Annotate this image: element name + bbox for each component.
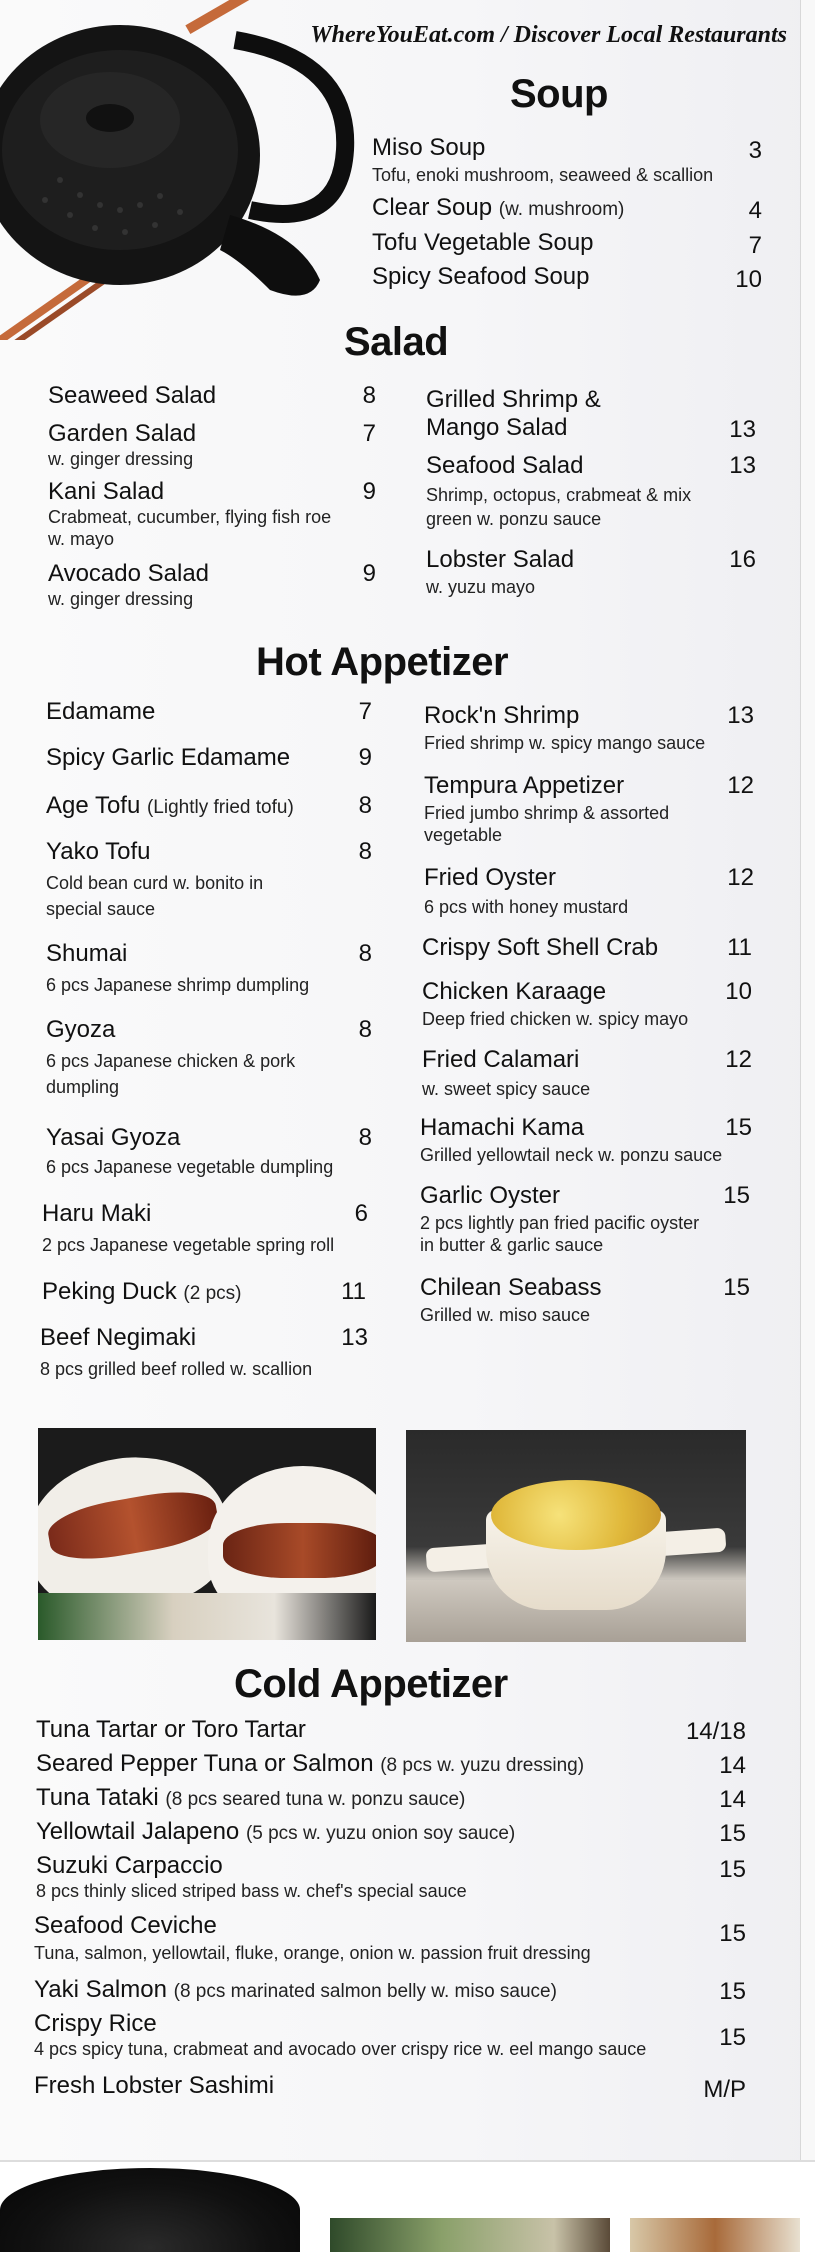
menu-item (420, 1274, 750, 1326)
menu-item (36, 1784, 746, 1814)
menu-item (34, 1912, 746, 1964)
item-name: Clear Soup (372, 194, 493, 221)
food-photo (630, 2218, 800, 2252)
section-title-soup: Soup (510, 72, 608, 116)
item-desc: w. sweet spicy sauce (422, 1079, 591, 1099)
menu-item (46, 1016, 372, 1098)
menu-item (46, 838, 372, 920)
item-price: 15 (719, 1978, 746, 2005)
item-desc: Grilled w. miso sauce (420, 1305, 591, 1325)
item-desc: 6 pcs with honey mustard (424, 897, 629, 917)
item-desc: w. mayo (48, 529, 115, 549)
item-price: 8 (362, 382, 376, 409)
item-price: 3 (748, 137, 762, 164)
item-price: 12 (725, 1046, 752, 1073)
menu-item (426, 546, 756, 598)
item-price: 14 (719, 1786, 746, 1813)
appetizer-cup-photo (406, 1430, 746, 1642)
item-name: Fresh Lobster Sashimi (34, 2072, 275, 2099)
item-name: Seafood Salad (426, 452, 584, 479)
item-desc: 6 pcs Japanese chicken & pork (46, 1051, 296, 1071)
item-name: Avocado Salad (48, 560, 210, 587)
item-desc: in butter & garlic sauce (420, 1235, 604, 1255)
item-note: (2 pcs) (183, 1283, 242, 1304)
menu-item (424, 772, 754, 846)
item-name: Rock'n Shrimp (424, 702, 580, 729)
item-desc: 2 pcs lightly pan fried pacific oyster (420, 1213, 700, 1233)
menu-item (34, 2010, 746, 2060)
item-price: 16 (729, 546, 756, 573)
item-name: Suzuki Carpaccio (36, 1852, 223, 1879)
item-name: Fried Calamari (422, 1046, 580, 1073)
menu-item (34, 2072, 746, 2103)
peking-duck-buns-photo (38, 1428, 376, 1640)
menu-item (420, 1114, 752, 1166)
menu-item (42, 1200, 368, 1256)
item-desc: 6 pcs Japanese shrimp dumpling (46, 975, 310, 995)
item-name: Mango Salad (426, 414, 568, 441)
item-name: Beef Negimaki (40, 1324, 197, 1351)
menu-item (372, 263, 762, 291)
item-name: Yaki Salmon (34, 1976, 167, 2003)
item-desc: Tofu, enoki mushroom, seaweed & scallion (372, 165, 714, 185)
item-name: Tofu Vegetable Soup (372, 229, 594, 256)
menu-item (46, 792, 372, 822)
menu-item (372, 134, 762, 186)
item-price: 15 (719, 2024, 746, 2051)
item-name: Garlic Oyster (420, 1182, 561, 1209)
item-price: 11 (727, 934, 752, 961)
site-header-text: WhereYouEat.com / Discover Local Restaurants (310, 22, 787, 48)
item-price: 9 (362, 478, 376, 505)
item-price: 11 (341, 1278, 366, 1305)
menu-item (36, 1852, 746, 1902)
menu-item (424, 864, 754, 918)
item-price: 15 (723, 1182, 750, 1209)
item-name: Yasai Gyoza (46, 1124, 181, 1151)
item-desc: 8 pcs grilled beef rolled w. scallion (40, 1359, 313, 1379)
item-price: 8 (358, 940, 372, 967)
menu-item (424, 702, 754, 754)
menu-item (46, 744, 372, 772)
item-desc: Fried jumbo shrimp & assorted (424, 803, 670, 823)
item-name: Haru Maki (42, 1200, 152, 1227)
item-desc: 4 pcs spicy tuna, crabmeat and avocado over crispy rice w. eel mango sauce (34, 2039, 647, 2059)
section-title-hot-appetizer: Hot Appetizer (256, 640, 509, 684)
item-desc: vegetable (424, 825, 503, 845)
item-name: Shumai (46, 940, 128, 967)
item-name: Chilean Seabass (420, 1274, 602, 1301)
menu-item (372, 194, 762, 224)
item-name: Spicy Garlic Edamame (46, 744, 291, 771)
menu-item (422, 934, 752, 962)
item-price: 9 (358, 744, 372, 771)
item-price: 10 (725, 978, 752, 1005)
item-price: 13 (729, 452, 756, 479)
item-desc: Tuna, salmon, yellowtail, fluke, orange, onion w. passion fruit dressing (34, 1943, 591, 1963)
item-desc: w. yuzu mayo (426, 577, 536, 597)
section-title-cold-appetizer: Cold Appetizer (234, 1662, 508, 1706)
menu-item (36, 1750, 746, 1780)
item-desc: Fried shrimp w. spicy mango sauce (424, 733, 706, 753)
item-name: Crispy Rice (34, 2010, 157, 2037)
page-edge (800, 0, 815, 2250)
item-name: Garden Salad (48, 420, 197, 447)
item-price: 15 (725, 1114, 752, 1141)
menu-item (48, 382, 376, 410)
item-name: Yako Tofu (46, 838, 151, 865)
menu-item (42, 1278, 366, 1308)
item-name: Tuna Tartar or Toro Tartar (36, 1716, 306, 1743)
menu-item (36, 1716, 746, 1744)
item-desc: Shrimp, octopus, crabmeat & mix (426, 485, 692, 505)
item-price: 13 (729, 416, 756, 443)
item-price: 12 (727, 864, 754, 891)
item-price: 15 (719, 1856, 746, 1883)
menu-item (426, 452, 756, 530)
item-desc: Grilled yellowtail neck w. ponzu sauce (420, 1145, 723, 1165)
menu-item (422, 1046, 752, 1100)
item-name: Lobster Salad (426, 546, 575, 573)
item-name: Spicy Seafood Soup (372, 263, 590, 290)
item-price: 8 (358, 792, 372, 819)
item-name: Crispy Soft Shell Crab (422, 934, 659, 961)
item-note: (5 pcs w. yuzu onion soy sauce) (245, 1823, 516, 1844)
item-price: 8 (358, 1124, 372, 1151)
item-desc: Cold bean curd w. bonito in (46, 873, 264, 893)
menu-item (48, 420, 376, 470)
item-desc: Crabmeat, cucumber, flying fish roe (48, 507, 332, 527)
item-desc: special sauce (46, 899, 156, 919)
item-price: M/P (703, 2076, 746, 2103)
item-price: 15 (719, 1820, 746, 1847)
item-price: 7 (358, 698, 372, 725)
menu-item (372, 229, 762, 257)
item-price: 13 (341, 1324, 368, 1351)
item-desc: 2 pcs Japanese vegetable spring roll (42, 1235, 335, 1255)
item-name: Grilled Shrimp & (426, 386, 601, 413)
food-photo (330, 2218, 610, 2252)
item-name: Seared Pepper Tuna or Salmon (36, 1750, 374, 1777)
item-name: Miso Soup (372, 134, 486, 161)
item-desc: dumpling (46, 1077, 120, 1097)
item-name: Fried Oyster (424, 864, 557, 891)
menu-item (422, 978, 752, 1030)
menu-item (36, 1818, 746, 1848)
item-price: 14 (719, 1752, 746, 1779)
menu-item (48, 478, 376, 550)
menu-item (46, 940, 372, 996)
item-price: 15 (723, 1274, 750, 1301)
item-price: 15 (719, 1920, 746, 1947)
item-name: Chicken Karaage (422, 978, 607, 1005)
next-page-preview (0, 2160, 815, 2252)
item-price: 6 (354, 1200, 368, 1227)
item-desc: 8 pcs thinly sliced striped bass w. chef's special sauce (36, 1881, 467, 1901)
item-price: 13 (727, 702, 754, 729)
item-name: Tempura Appetizer (424, 772, 625, 799)
item-price: 9 (362, 560, 376, 587)
item-desc: 6 pcs Japanese vegetable dumpling (46, 1157, 334, 1177)
menu-item (426, 386, 756, 442)
menu-item (46, 698, 372, 726)
item-price: 8 (358, 1016, 372, 1043)
item-desc: Deep fried chicken w. spicy mayo (422, 1009, 689, 1029)
item-note: (8 pcs seared tuna w. ponzu sauce) (165, 1789, 466, 1810)
item-price: 14/18 (685, 1718, 746, 1745)
item-price: 12 (727, 772, 754, 799)
item-note: (w. mushroom) (498, 199, 625, 220)
item-note: (8 pcs marinated salmon belly w. miso sauce) (173, 1981, 557, 2002)
item-desc: green w. ponzu sauce (426, 509, 602, 529)
item-name: Peking Duck (42, 1278, 177, 1305)
item-price: 7 (748, 232, 762, 259)
item-price: 7 (362, 420, 376, 447)
teapot-image (0, 0, 370, 340)
item-price: 10 (735, 266, 762, 293)
item-desc: w. ginger dressing (48, 589, 194, 609)
menu-item (46, 1124, 372, 1178)
item-name: Gyoza (46, 1016, 116, 1043)
item-price: 4 (748, 197, 762, 224)
teapot-image (0, 2168, 300, 2252)
item-name: Tuna Tataki (36, 1784, 159, 1811)
item-price: 8 (358, 838, 372, 865)
item-note: (Lightly fried tofu) (146, 797, 294, 818)
item-name: Seaweed Salad (48, 382, 217, 409)
menu-item (40, 1324, 368, 1380)
menu-item (48, 560, 376, 610)
menu-item (34, 1976, 746, 2006)
item-name: Edamame (46, 698, 156, 725)
item-note: (8 pcs w. yuzu dressing) (380, 1755, 585, 1776)
item-desc: w. ginger dressing (48, 449, 194, 469)
item-name: Seafood Ceviche (34, 1912, 217, 1939)
menu-item (420, 1182, 750, 1256)
item-name: Hamachi Kama (420, 1114, 585, 1141)
item-name: Kani Salad (48, 478, 165, 505)
item-name: Yellowtail Jalapeno (36, 1818, 240, 1845)
item-name: Age Tofu (46, 792, 141, 819)
section-title-salad: Salad (344, 320, 449, 364)
